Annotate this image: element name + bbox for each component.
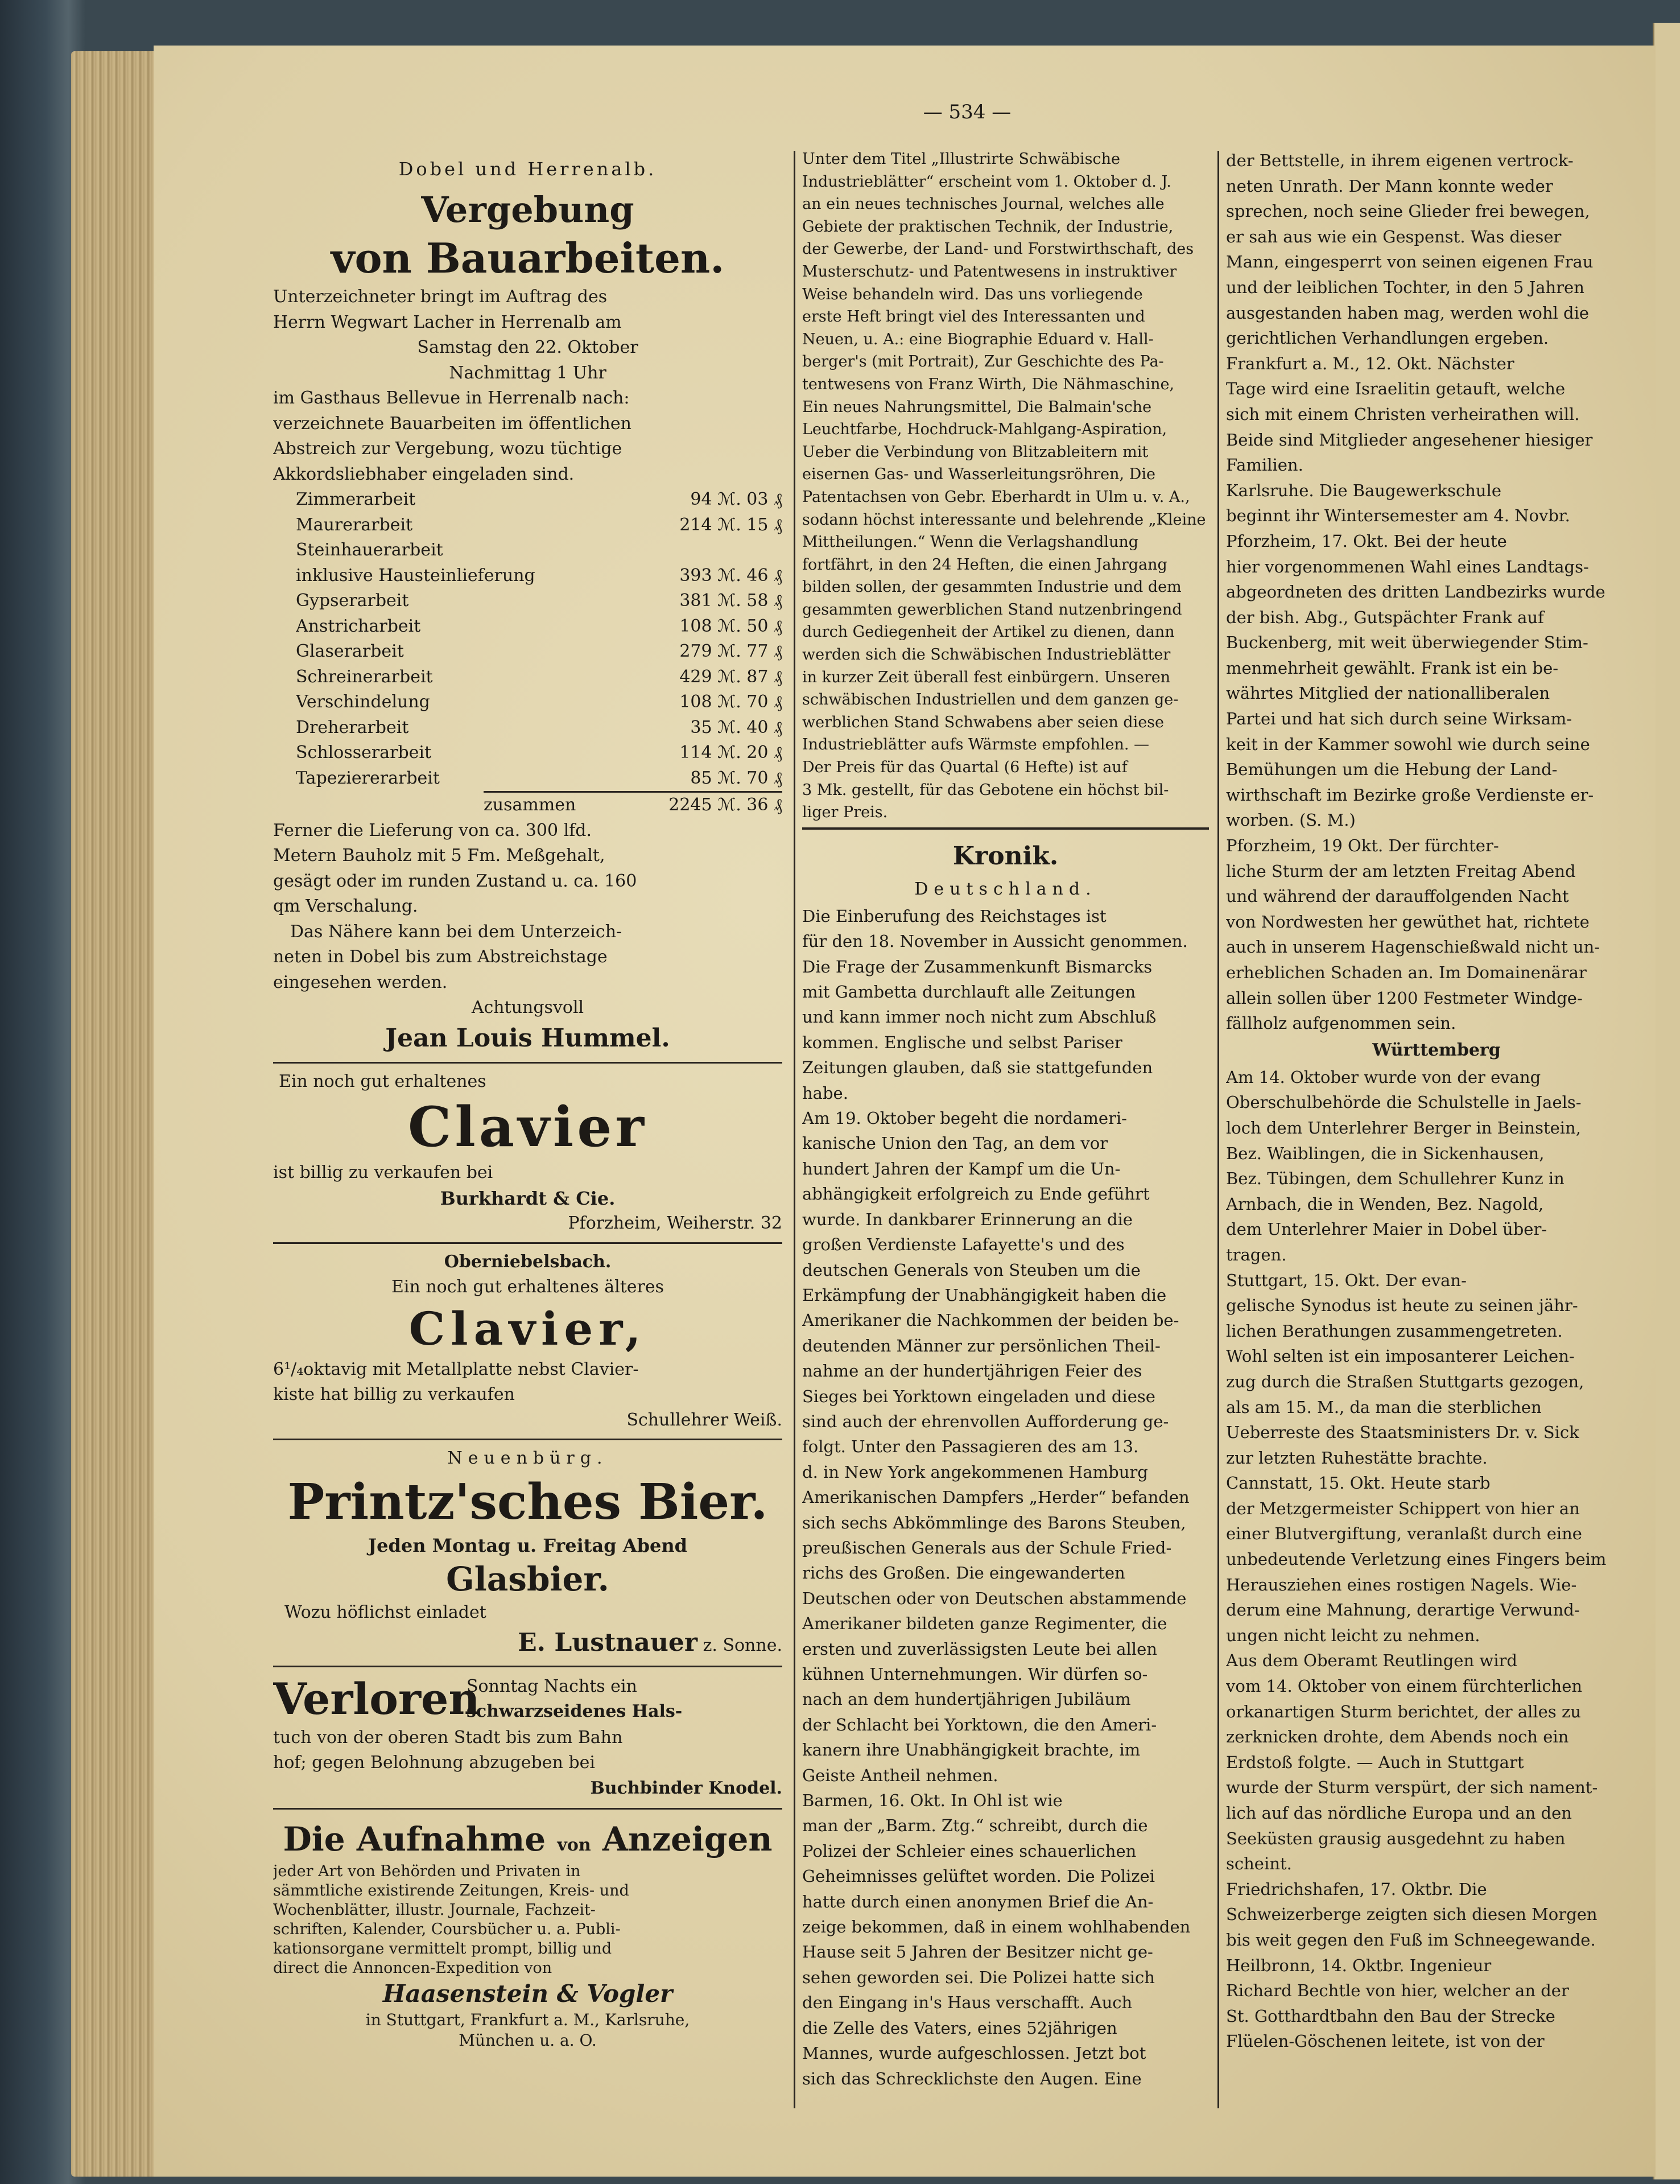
work-amount: 429 ℳ. 87 ₰	[679, 666, 782, 687]
article-line: Friedrichshafen, 17. Oktbr. Die	[1226, 1879, 1487, 1899]
article-line: wirthschaft im Bezirke große Verdienste er-	[1226, 785, 1594, 805]
article-line: der Metzgermeister Schippert von hier an	[1226, 1498, 1580, 1518]
work-label: Gypserarbeit	[296, 591, 409, 611]
section-heading: Kronik.	[952, 841, 1059, 871]
article-line: kanern ihre Unabhängigkeit brachte, im	[802, 1740, 1141, 1760]
article-line: den Eingang in's Haus verschafft. Auch	[802, 1993, 1133, 2013]
table-row	[296, 538, 782, 563]
article-line: Wohl selten ist ein imposanterer Leichen-	[1226, 1346, 1575, 1366]
ad-place: Dobel und Herrenalb.	[398, 158, 657, 180]
ad-line: München u. a. O.	[459, 2031, 597, 2050]
article-line: großen Verdienste Lafayette's und des	[802, 1235, 1125, 1255]
article-line: sprechen, noch seine Glieder frei bewegen,	[1226, 201, 1590, 221]
ad-place: Neuenbürg.	[447, 1448, 608, 1468]
article-line: kommen. Englische und selbst Pariser	[802, 1032, 1122, 1052]
work-amount: 108 ℳ. 70 ₰	[679, 692, 782, 712]
ad-divider	[273, 1242, 782, 1244]
work-label: Zimmerarbeit	[296, 489, 416, 509]
article-line: St. Gotthardtbahn den Bau der Strecke	[1226, 2006, 1555, 2026]
article-line: bis weit gegen den Fuß im Schneegewande.	[1226, 1930, 1596, 1950]
article-line: er sah aus wie ein Gespenst. Was dieser	[1226, 226, 1562, 246]
article-line: sehen geworden sei. Die Polizei hatte sich	[802, 1967, 1155, 1987]
article-line: Schweizerberge zeigten sich diesen Morgen	[1226, 1905, 1598, 1925]
article-line: preußischen Generals aus der Schule Fried-	[802, 1538, 1172, 1557]
article-line: Arnbach, die in Wenden, Bez. Nagold,	[1226, 1194, 1544, 1214]
article-line: kühnen Unternehmungen. Wir dürfen so-	[802, 1664, 1148, 1684]
article-line: Tage wird eine Israelitin getauft, welche	[1226, 379, 1566, 399]
article-line: einer Blutvergiftung, veranlaßt durch eine	[1226, 1524, 1582, 1544]
verloren-head	[273, 1673, 782, 1725]
notice-line: tentwesens von Franz Wirth, Die Nähmaschine,	[802, 375, 1175, 393]
notice-line: Neuen, u. A.: eine Biographie Eduard v. Hall-	[802, 330, 1154, 348]
article-line: Polizei der Schleier eines schauerlichen	[802, 1841, 1137, 1861]
ad-line: Metern Bauholz mit 5 Fm. Meßgehalt,	[273, 846, 605, 866]
table-row	[296, 665, 782, 690]
article-line: Amerikaner die Nachkommen der beiden be-	[802, 1311, 1179, 1330]
article-line: Partei und hat sich durch seine Wirksam-	[1226, 709, 1572, 729]
article-line: Heilbronn, 14. Oktbr. Ingenieur	[1226, 1955, 1492, 1975]
work-amount: 108 ℳ. 50 ₰	[679, 616, 782, 636]
article-line: Die Frage der Zusammenkunft Bismarcks	[802, 957, 1153, 976]
ad-firm: Haasenstein & Vogler	[382, 1980, 673, 2008]
article-line: deutenden Männer zur persönlichen Theil-	[802, 1336, 1161, 1355]
notice-line: Ueber die Verbindung von Blitzableitern mit	[802, 443, 1149, 461]
table-row	[296, 614, 782, 640]
ad-intro	[273, 285, 782, 487]
work-amount: 214 ℳ. 15 ₰	[679, 514, 782, 535]
article-line: allein sollen über 1200 Festmeter Windge-	[1226, 988, 1583, 1008]
table-row	[296, 715, 782, 741]
news-column-2	[802, 148, 1209, 2091]
ad-divider	[273, 1439, 782, 1440]
article-line: mit Gambetta durchlauft alle Zeitungen	[802, 982, 1136, 1002]
work-amount: 94 ℳ. 03 ₰	[690, 489, 782, 509]
article-line: Karlsruhe. Die Baugewerkschule	[1226, 480, 1502, 500]
article-line: abgeordneten des dritten Landbezirks wurde	[1226, 582, 1605, 602]
total-row	[484, 791, 782, 818]
ad-signature: Jean Louis Hummel.	[385, 1023, 670, 1053]
article-line: gelische Synodus ist heute zu seinen jähr-	[1226, 1296, 1578, 1316]
section-subheading: Deutschland.	[914, 879, 1097, 899]
table-row	[296, 740, 782, 766]
article-line: Beide sind Mitglieder angesehener hiesiger	[1226, 430, 1593, 450]
article-line: worben. (S. M.)	[1226, 810, 1356, 830]
ad-title: Clavier,	[408, 1301, 647, 1355]
article-line: nach an dem hundertjährigen Jubiläum	[802, 1689, 1131, 1709]
ad-title: Vergebung	[421, 189, 634, 230]
ad-line: kationsorgane vermittelt prompt, billig und	[273, 1940, 612, 1958]
notice-line: Weise behandeln wird. Das uns vorliegende	[802, 285, 1143, 303]
article-line: sich das Schrecklichste den Augen. Eine	[802, 2068, 1142, 2088]
article-line: sich sechs Abkömmlinge des Barons Steuben,	[802, 1513, 1186, 1532]
ad-title: Printz'sches Bier.	[287, 1473, 768, 1531]
notice-line: bilden sollen, der gesammten Industrie und dem	[802, 578, 1182, 596]
work-amount: 85 ℳ. 70 ₰	[690, 768, 782, 788]
article-line: zerknicken drohte, dem Abends noch ein	[1226, 1727, 1569, 1747]
cost-table	[273, 487, 782, 818]
notice-line: an ein neues technisches Journal, welches alle	[802, 195, 1165, 213]
article-line: abhängigkeit erfolgreich zu Ende geführt	[802, 1184, 1150, 1204]
work-label: Anstricharbeit	[296, 616, 421, 636]
article-line: Deutschen oder von Deutschen abstammende	[802, 1588, 1187, 1608]
work-label: Schreinerarbeit	[296, 666, 433, 687]
article-line: Erdstoß folgte. — Auch in Stuttgart	[1226, 1752, 1524, 1772]
article-line: derum eine Mahnung, derartige Verwund-	[1226, 1600, 1580, 1620]
notice-line: 3 Mk. gestellt, für das Gebotene ein höchst bil-	[802, 781, 1169, 799]
article-line: Bez. Waiblingen, die in Sickenhausen,	[1226, 1143, 1545, 1163]
ad-line: in Stuttgart, Frankfurt a. M., Karlsruhe,	[365, 2010, 690, 2029]
article-line: vom 14. Oktober von einem fürchterlichen	[1226, 1676, 1583, 1696]
ad-anzeigen	[273, 1816, 782, 2051]
notice-line: durch Gediegenheit der Artikel zu dienen, dann	[802, 623, 1175, 641]
article-line: Hause seit 5 Jahren der Besitzer nicht ge-	[802, 1942, 1153, 1962]
article-line: sich mit einem Christen verheirathen will.	[1226, 404, 1580, 424]
page-edges	[71, 51, 156, 2177]
ad-title: Clavier	[408, 1095, 647, 1159]
article-line: Familien.	[1226, 455, 1303, 475]
article-line: man der „Barm. Ztg.“ schreibt, durch die	[802, 1816, 1148, 1836]
ad-line: schriften, Kalender, Coursbücher u. a. Publi-	[273, 1921, 621, 1938]
article-line: Geheimnisses gelüftet worden. Die Polizei	[802, 1866, 1155, 1886]
article-line: gerichtlichen Verhandlungen ergeben.	[1226, 328, 1549, 348]
article-line: der Bettstelle, in ihrem eigenen vertrock-	[1226, 151, 1574, 170]
ad-line: kiste hat billig zu verkaufen	[273, 1384, 515, 1404]
notice-line: berger's (mit Portrait), Zur Geschichte des Pa-	[802, 353, 1164, 371]
column-rule	[1217, 151, 1219, 2108]
ad-line: ist billig zu verkaufen bei	[273, 1163, 493, 1182]
ad-line: verzeichnete Bauarbeiten im öffentlichen	[273, 413, 631, 434]
article-line: Mann, eingesperrt von seinen eigenen Frau	[1226, 252, 1594, 272]
ad-line: sämmtliche existirende Zeitungen, Kreis- und	[273, 1882, 629, 1899]
article-line: Am 14. Oktober wurde von der evang	[1226, 1067, 1541, 1087]
article-line: Amerikanischen Dampfers „Herder“ befanden	[802, 1487, 1190, 1507]
title-part: Anzeigen	[602, 1820, 773, 1859]
ad-divider	[273, 1062, 782, 1064]
ad-sign: Schullehrer Weiß.	[626, 1410, 782, 1430]
notice-line: Der Preis für das Quartal (6 Hefte) ist auf	[802, 759, 1128, 777]
article-line: Pforzheim, 17. Okt. Bei der heute	[1226, 531, 1507, 551]
article-line: und der leiblichen Tochter, in den 5 Jahren	[1226, 277, 1584, 297]
ad-line: qm Verschalung.	[273, 896, 418, 916]
facing-page-edge	[1653, 23, 1680, 2179]
notice-line: in kurzer Zeit überall fest einbürgern. Unseren	[802, 668, 1171, 686]
total-amount: 2245 ℳ. 36 ₰	[668, 795, 782, 815]
ad-line: Herrn Wegwart Lacher in Herrenalb am	[273, 312, 622, 332]
article-line: Bemühungen um die Hebung der Land-	[1226, 760, 1558, 780]
work-amount: 279 ℳ. 77 ₰	[679, 641, 782, 661]
article-line: und kann immer noch nicht zum Abschluß	[802, 1007, 1157, 1027]
work-label: Dreherarbeit	[296, 717, 409, 737]
notice-line: fortfährt, in den 24 Heften, die einen Jahrgang	[802, 555, 1167, 574]
article-line: beginnt ihr Wintersemester am 4. Novbr.	[1226, 506, 1570, 526]
ad-address: Pforzheim, Weiherstr. 32	[568, 1213, 782, 1233]
article-line: habe.	[802, 1083, 848, 1103]
table-row	[296, 766, 782, 792]
article-line: Richard Bechtle von hier, welcher an der	[1226, 1981, 1569, 2001]
article-line: Buckenberg, mit weit überwiegender Stim-	[1226, 633, 1588, 653]
ad-bier	[273, 1446, 782, 1660]
article-line: zur letzten Ruhestätte brachte.	[1226, 1448, 1488, 1468]
ad-line: Buchbinder Knodel.	[590, 1778, 782, 1798]
article-line: Mannes, wurde aufgeschlossen. Jetzt bot	[802, 2043, 1146, 2063]
work-amount: 381 ℳ. 58 ₰	[679, 591, 782, 611]
article-line: Oberschulbehörde die Schulstelle in Jaels-	[1226, 1093, 1582, 1112]
article-line: fällholz aufgenommen sein.	[1226, 1013, 1456, 1033]
ad-verloren	[273, 1673, 782, 1802]
table-row	[296, 487, 782, 513]
article-line: hatte durch einen anonymen Brief die An-	[802, 1892, 1154, 1911]
ad-line: 6¹/₄oktavig mit Metallplatte nebst Clavier-	[273, 1359, 639, 1379]
article-line: d. in New York angekommenen Hamburg	[802, 1462, 1148, 1482]
table-row	[296, 690, 782, 715]
table-row	[296, 588, 782, 614]
ad-line: Sonntag Nachts ein	[467, 1676, 637, 1696]
article-line: Cannstatt, 15. Okt. Heute starb	[1226, 1473, 1491, 1493]
article-line: Stuttgart, 15. Okt. Der evan-	[1226, 1270, 1467, 1290]
ad-line: jeder Art von Behörden und Privaten in	[273, 1862, 581, 1880]
ad-clavier-1	[273, 1069, 782, 1237]
notice-line: der Gewerbe, der Land- und Forstwirthschaft, des	[802, 240, 1194, 258]
ad-line: im Gasthaus Bellevue in Herrenalb nach:	[273, 388, 630, 408]
work-label: Verschindelung	[296, 692, 430, 712]
article-line: Am 19. Oktober begeht die nordameri-	[802, 1109, 1127, 1128]
article-line: Bez. Tübingen, dem Schullehrer Kunz in	[1226, 1169, 1565, 1189]
notice-line: werblichen Stand Schwabens aber seien diese	[802, 713, 1165, 731]
ad-line: Wozu höflichst einladet	[284, 1602, 486, 1622]
notice-line: eisernen Gas- und Wasserleitungsröhren, Die	[802, 465, 1155, 484]
article-body	[802, 904, 1209, 2091]
ad-line: Abstreich zur Vergebung, wozu tüchtige	[273, 439, 622, 459]
work-amount: 35 ℳ. 40 ₰	[690, 717, 782, 737]
ad-line: schwarzseidenes Hals-	[467, 1701, 683, 1721]
notice-line: Ein neues Nahrungsmittel, Die Balmain'sche	[802, 398, 1152, 416]
notice-line: Mittheilungen.“ Wenn die Verlagshandlung	[802, 533, 1139, 551]
sign-rest: z. Sonne.	[703, 1635, 782, 1655]
article-line: als am 15. M., da man die sterblichen	[1226, 1397, 1542, 1417]
article-line: Pforzheim, 19 Okt. Der fürchter-	[1226, 836, 1499, 856]
article-line: Erkämpfung der Unabhängigkeit haben die	[802, 1285, 1167, 1305]
ad-line: Samstag den 22. Oktober	[417, 337, 638, 357]
article-line: hundert Jahren der Kampf um die Un-	[802, 1159, 1121, 1178]
ad-line: Akkordsliebhaber eingeladen sind.	[273, 464, 575, 484]
article-line: Frankfurt a. M., 12. Okt. Nächster	[1226, 353, 1514, 373]
article-line: Ueberreste des Staatsministers Dr. v. Sick	[1226, 1423, 1579, 1443]
ads-column	[273, 156, 782, 2051]
article-line: der bish. Abg., Gutspächter Frank auf	[1226, 607, 1544, 627]
ad-greeting: Achtungsvoll	[471, 998, 584, 1017]
article-line: der Schlacht bei Yorktown, die den Ameri-	[802, 1715, 1157, 1734]
article-line: ausgestanden haben mag, werden wohl die	[1226, 303, 1589, 323]
ad-title: Verloren	[273, 1673, 480, 1724]
notice-line: Industrieblätter“ erscheint vom 1. Oktober d. J.	[802, 172, 1171, 191]
title-part: Die Aufnahme	[283, 1820, 546, 1859]
table-row	[296, 513, 782, 538]
article-line: tragen.	[1226, 1245, 1287, 1264]
article-line: Geiste Antheil nehmen.	[802, 1765, 998, 1785]
work-label: Steinhauerarbeit	[296, 540, 443, 560]
ad-line: hof; gegen Belohnung abzugeben bei	[273, 1753, 595, 1773]
article-line: Aus dem Oberamt Reutlingen wird	[1226, 1651, 1517, 1671]
ad-line: Ein noch gut erhaltenes älteres	[391, 1277, 664, 1297]
notice-line: erste Heft bringt viel des Interessanten und	[802, 308, 1145, 326]
ad-line: Wochenblätter, illustr. Journale, Fachzeit-	[273, 1901, 596, 1919]
ad-line: eingesehen werden.	[273, 972, 448, 992]
article-line: ungen nicht leicht zu nehmen.	[1226, 1625, 1480, 1645]
article-line: Barmen, 16. Okt. In Ohl ist wie	[802, 1791, 1063, 1811]
total-label: zusammen	[484, 795, 576, 815]
ad-place: Oberniebelsbach.	[444, 1251, 612, 1272]
ad-line: Jeden Montag u. Freitag Abend	[368, 1534, 687, 1556]
article-line: unbedeutende Verletzung eines Fingers beim	[1226, 1550, 1607, 1569]
article-line: dem Unterlehrer Maier in Dobel über-	[1226, 1219, 1547, 1239]
sign-name: E. Lustnauer	[518, 1627, 698, 1657]
section-subheading: Württemberg	[1372, 1040, 1501, 1060]
ad-line: neten in Dobel bis zum Abstreichstage	[273, 947, 608, 967]
work-label: Maurerarbeit	[296, 514, 413, 535]
ad-outro	[273, 818, 782, 1056]
article-line: Herausziehen eines rostigen Nagels. Wie-	[1226, 1575, 1577, 1594]
notice-line: Leuchtfarbe, Hochdruck-Mahlgang-Aspiration,	[802, 421, 1167, 439]
news-column-3	[1226, 148, 1647, 2054]
notice-line: liger Preis.	[802, 803, 888, 822]
ad-line: Ein noch gut erhaltenes	[279, 1071, 486, 1091]
notice-line: Gebiete der praktischen Technik, der Industrie,	[802, 217, 1174, 236]
article-line: hier vorgenommenen Wahl eines Landtags-	[1226, 557, 1589, 576]
article-line: für den 18. November in Aussicht genommen.	[802, 932, 1188, 951]
ad-line: Nachmittag 1 Uhr	[449, 362, 606, 383]
ad-divider	[273, 1808, 782, 1810]
article-line: sind auch der ehrenvollen Aufforderung ge-	[802, 1411, 1169, 1431]
article-line: auch in unserem Hagenschießwald nicht un-	[1226, 937, 1600, 957]
work-amount: 114 ℳ. 20 ₰	[679, 743, 782, 763]
notice-line: Industrieblätter aufs Wärmste empfohlen. —	[802, 736, 1150, 754]
column-rule	[794, 151, 795, 2108]
ad-title	[273, 1816, 782, 1862]
table-row	[296, 563, 782, 589]
article-line: und während der darauffolgenden Nacht	[1226, 887, 1569, 906]
ad-line: Unterzeichneter bringt im Auftrag des	[273, 287, 608, 307]
title-part: von	[557, 1835, 591, 1855]
article-line: kanische Union den Tag, an dem vor	[802, 1134, 1108, 1153]
work-label: inklusive Hausteinlieferung	[296, 565, 535, 586]
article-line: ersten und zuverlässigsten Leute bei allen	[802, 1639, 1157, 1659]
notice-line: Unter dem Titel „Illustrirte Schwäbische	[802, 150, 1120, 168]
ad-line: Das Nähere kann bei dem Unterzeich-	[290, 921, 622, 942]
ad-line: tuch von der oberen Stadt bis zum Bahn	[273, 1727, 623, 1748]
article-line: deutschen Generals von Steuben um die	[802, 1260, 1141, 1280]
article-line: lich auf das nördliche Europa und an den	[1226, 1803, 1572, 1823]
article-line: Zeitungen glauben, daß sie stattgefunden	[802, 1058, 1153, 1078]
article-line: Amerikaner bildeten ganze Regimenter, die	[802, 1614, 1167, 1634]
article-line: folgt. Unter den Passagieren des am 13.	[802, 1437, 1139, 1457]
work-label: Glaserarbeit	[296, 641, 404, 661]
article-line: von Nordwesten her gewüthet hat, richtete	[1226, 912, 1590, 932]
notice-line: gesammten gewerblichen Stand nutzenbringend	[802, 600, 1182, 619]
notice-line: werden sich die Schwäbischen Industrieblätter	[802, 646, 1171, 664]
notice-line: Patentachsen von Gebr. Eberhardt in Ulm u. v. A.,	[802, 488, 1190, 506]
article-line: keit in der Kammer sowohl wie durch seine	[1226, 734, 1590, 754]
work-label: Schlosserarbeit	[296, 743, 432, 763]
page-number: — 534 —	[923, 101, 1012, 123]
article-line: Flüelen-Göschenen leitete, ist von der	[1226, 2031, 1545, 2051]
article-line: wurde. In dankbarer Erinnerung an die	[802, 1209, 1133, 1229]
article-line: richs des Großen. Die eingewanderten	[802, 1563, 1125, 1583]
article-line: menmehrheit gewählt. Frank ist ein be-	[1226, 658, 1559, 678]
article-line: wurde der Sturm verspürt, der sich nament-	[1226, 1778, 1598, 1798]
article-line: liche Sturm der am letzten Freitag Abend	[1226, 861, 1576, 881]
ad-clavier-2	[273, 1250, 782, 1433]
ad-title: von Bauarbeiten.	[331, 234, 725, 282]
article-line: loch dem Unterlehrer Berger in Beinstein,	[1226, 1118, 1581, 1138]
article-line: neten Unrath. Der Mann konnte weder	[1226, 176, 1553, 196]
ad-line: Ferner die Lieferung von ca. 300 lfd.	[273, 820, 592, 840]
article-line: nahme an der hundertjährigen Feier des	[802, 1361, 1142, 1381]
article-line: Seeküsten grausig ausgedehnt zu haben	[1226, 1828, 1566, 1848]
article-line: Die Einberufung des Reichstages ist	[802, 906, 1107, 926]
article-line: erheblichen Schaden an. Im Domainenärar	[1226, 963, 1587, 982]
article-line: scheint.	[1226, 1854, 1292, 1874]
notice-line: Musterschutz- und Patentwesens in instruktiver	[802, 262, 1177, 281]
article-line: zeige bekommen, daß in einem wohlhabenden	[802, 1917, 1191, 1937]
notice-line: schwäbischen Industriellen und dem ganzen ge-	[802, 691, 1179, 709]
article-line: zug durch die Straßen Stuttgarts gezogen,	[1226, 1371, 1584, 1391]
article-line: Sieges bei Yorktown eingeladen und diese	[802, 1386, 1155, 1406]
industrieblaetter-notice	[802, 148, 1209, 830]
work-label: Tapeziererarbeit	[296, 768, 440, 788]
newspaper-page	[154, 46, 1656, 2177]
ad-bauarbeiten	[273, 156, 782, 1056]
ad-line: direct die Annoncen-Expedition von	[273, 1959, 552, 1977]
ad-firm: Burkhardt & Cie.	[440, 1187, 616, 1209]
ad-title: Glasbier.	[446, 1560, 609, 1598]
ad-line: gesägt oder im runden Zustand u. ca. 160	[273, 871, 637, 891]
ad-divider	[273, 1666, 782, 1667]
article-line: die Zelle des Vaters, eines 52jährigen	[802, 2018, 1117, 2038]
table-row	[296, 639, 782, 665]
notice-line: sodann höchst interessante und belehrende „Kleine	[802, 510, 1206, 529]
work-amount: 393 ℳ. 46 ₰	[679, 565, 782, 586]
article-line: orkanartigen Sturm berichtet, der alles zu	[1226, 1701, 1581, 1721]
article-line: währtes Mitglied der nationalliberalen	[1226, 683, 1550, 703]
ad-sign	[273, 1626, 782, 1660]
article-line: lichen Berathungen zusammengetreten.	[1226, 1321, 1563, 1341]
